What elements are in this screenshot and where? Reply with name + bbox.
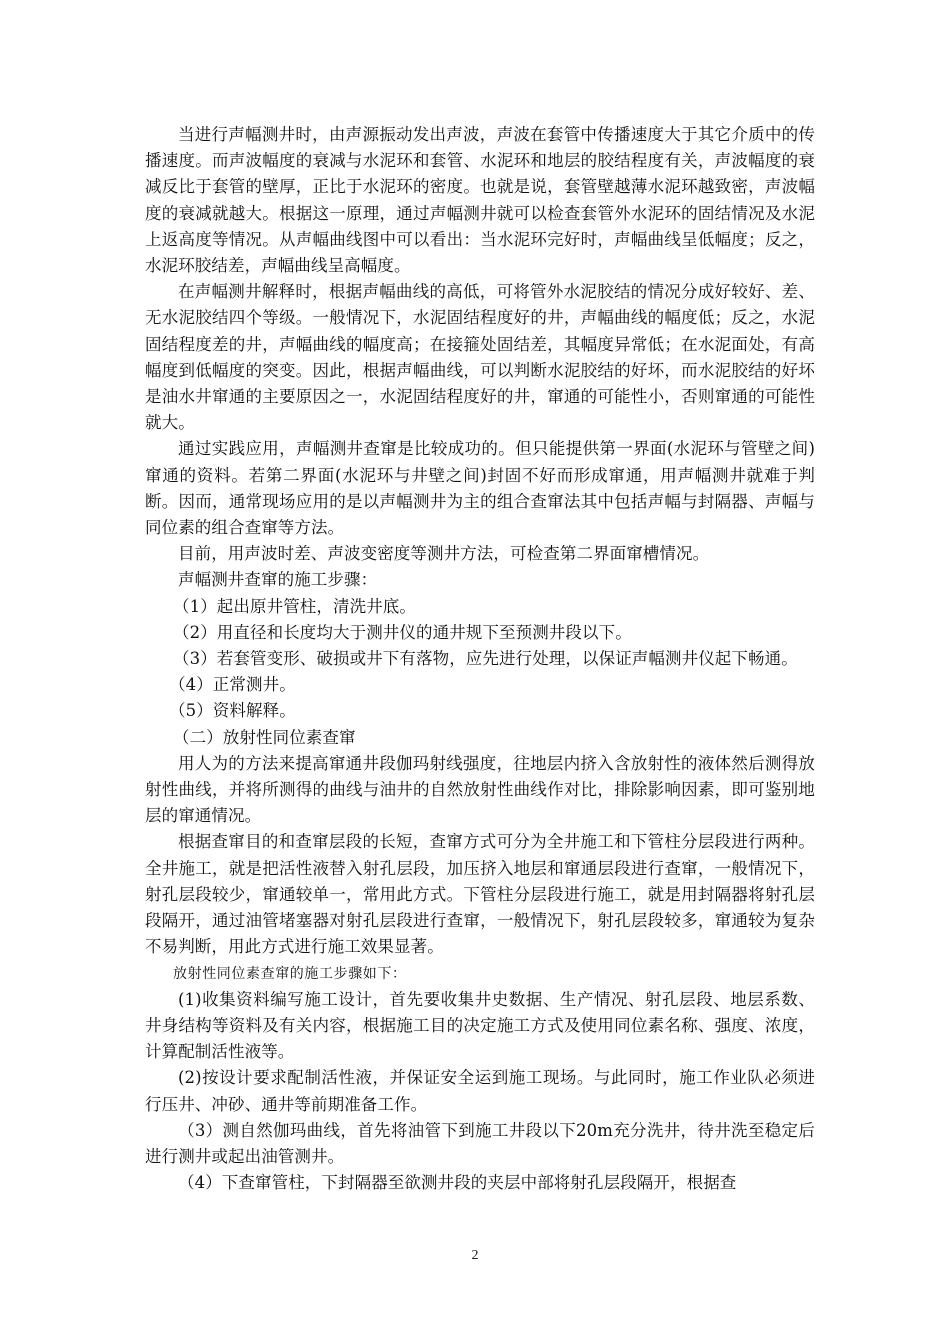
list-item: （4）下查窜管柱，下封隔器至欲测井段的夹层中部将射孔层段隔开，根据查 xyxy=(178,1173,737,1193)
paragraph: 放射性同位素查窜的施工步骤如下： xyxy=(173,965,407,982)
paragraph: 在声幅测井解释时，根据声幅曲线的高低，可将管外水泥胶结的情况分成好较好、差、无水泥胶结四个等级。一般情况下，水泥固结程度好的井，声幅曲线的幅度低；反之，水泥固结程度差的井，声幅曲线的幅度高；在接箍处固结差，其幅度异常低；在水泥面处，有高幅度到低幅度的突变。因此，根据声幅曲线，可以判断水泥胶结的好坏，而水泥胶结的好坏是油水井窜通的主要原因之一，水泥固结程度好的井，窜通的可能性小，否则窜通的可能性就大。 xyxy=(145,282,815,433)
section-heading: （二）放射性同位素查窜 xyxy=(173,727,356,747)
page-number: 2 xyxy=(471,1248,479,1263)
paragraph: 根据查窜目的和查窜层段的长短，查窜方式可分为全井施工和下管柱分层段进行两种。全井施工，就是把活性液替入射孔层段，加压挤入地层和窜通层段进行查窜，一般情况下，射孔层段较少，窜通较单一，常用此方式。下管柱分层段进行施工，就是用封隔器将射孔层段隔开，通过油管堵塞器对射孔层段进行查窜，一般情况下，射孔层段较多，窜通较为复杂不易判断，用此方式进行施工效果显著。 xyxy=(145,832,815,957)
list-item: （5）资料解释。 xyxy=(169,701,296,721)
paragraph: 用人为的方法来提高窜通井段伽玛射线强度，往地层内挤入含放射性的液体然后测得放射性曲线，并将所测得的曲线与油井的自然放射性曲线作对比，排除影响因素，即可鉴别地层的窜通情况。 xyxy=(145,753,815,826)
paragraph: 目前，用声波时差、声波变密度等测井方法，可检查第二界面窜槽情况。 xyxy=(178,544,710,564)
list-item: （4）正常测井。 xyxy=(169,675,296,695)
document-body xyxy=(145,122,815,1196)
list-item: （3）测自然伽玛曲线，首先将油管下到施工井段以下20m充分洗井，待井洗至稳定后进行测井或起出油管测井。 xyxy=(145,1120,815,1166)
paragraph: 当进行声幅测井时，由声源振动发出声波，声波在套管中传播速度大于其它介质中的传播速度。而声波幅度的衰减与水泥环和套管、水泥环和地层的胶结程度有关，声波幅度的衰减反比于套管的壁厚，正比于水泥环的密度。也就是说，套管壁越薄水泥环越致密，声波幅度的衰减就越大。根据这一原理，通过声幅测井就可以检查套管外水泥环的固结情况及水泥上返高度等情况。从声幅曲线图中可以看出：当水泥环完好时，声幅曲线呈低幅度；反之，水泥环胶结差，声幅曲线呈高幅度。 xyxy=(145,125,815,276)
list-item: （1）起出原井管柱，清洗井底。 xyxy=(173,596,416,616)
paragraph: 声幅测井查窜的施工步骤： xyxy=(178,570,378,590)
list-item: (1)收集资料编写施工设计，首先要收集井史数据、生产情况、射孔层段、地层系数、井身结构等资料及有关内容，根据施工目的决定施工方式及使用同位素名称、强度、浓度，计算配制活性液等。 xyxy=(145,989,815,1062)
list-item: （2）用直径和长度均大于测井仪的通井规下至预测井段以下。 xyxy=(173,622,632,642)
paragraph: 通过实践应用，声幅测井查窜是比较成功的。但只能提供第一界面(水泥环与管壁之间)窜通的资料。若第二界面(水泥环与井壁之间)封固不好而形成窜通，用声幅测井就难于判断。因而，通常现场应用的是以声幅测井为主的组合查窜法其中包括声幅与封隔器、声幅与同位素的组合查窜等方法。 xyxy=(145,439,815,538)
list-item: （3）若套管变形、破损或井下有落物，应先进行处理，以保证声幅测井仪起下畅通。 xyxy=(173,649,798,669)
list-item: (2)按设计要求配制活性液，并保证安全运到施工现场。与此同时，施工作业队必须进行压井、冲砂、通井等前期准备工作。 xyxy=(145,1068,815,1114)
